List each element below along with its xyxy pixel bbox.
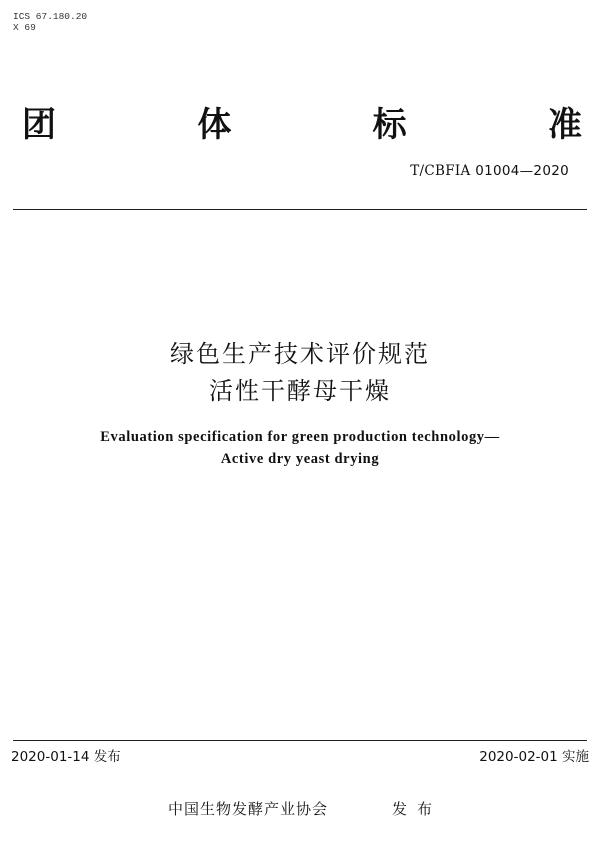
standard-type-title [22, 96, 582, 146]
standard-type-char: 标 [372, 104, 407, 145]
chinese-title-line-1: 绿色生产技术评价规范 [170, 340, 430, 368]
bottom-divider [13, 740, 587, 741]
implementation-date: 2020-02-01 实施 [479, 749, 589, 765]
standard-type-char: 团 [22, 104, 56, 145]
standard-type-char: 准 [547, 104, 582, 145]
publish-label: 发布 [392, 800, 443, 818]
english-title-line-2: Active dry yeast drying [220, 451, 380, 467]
issue-date: 2020-01-14 发布 [11, 749, 121, 765]
standard-number-value: 01004—2020 [475, 163, 569, 179]
standard-number [410, 163, 569, 179]
top-divider [13, 209, 587, 210]
ics-code: ICS 67.180.20 [13, 11, 88, 22]
english-title-line-1: Evaluation specification for green production technology— [100, 429, 500, 445]
standard-type-char: 体 [197, 104, 232, 145]
standard-number-prefix: T/CBFIA [410, 163, 471, 179]
publisher-name: 中国生物发酵产业协会 [168, 800, 329, 818]
chinese-title-line-2: 活性干酵母干燥 [209, 377, 391, 405]
classification-code: X 69 [13, 22, 36, 33]
